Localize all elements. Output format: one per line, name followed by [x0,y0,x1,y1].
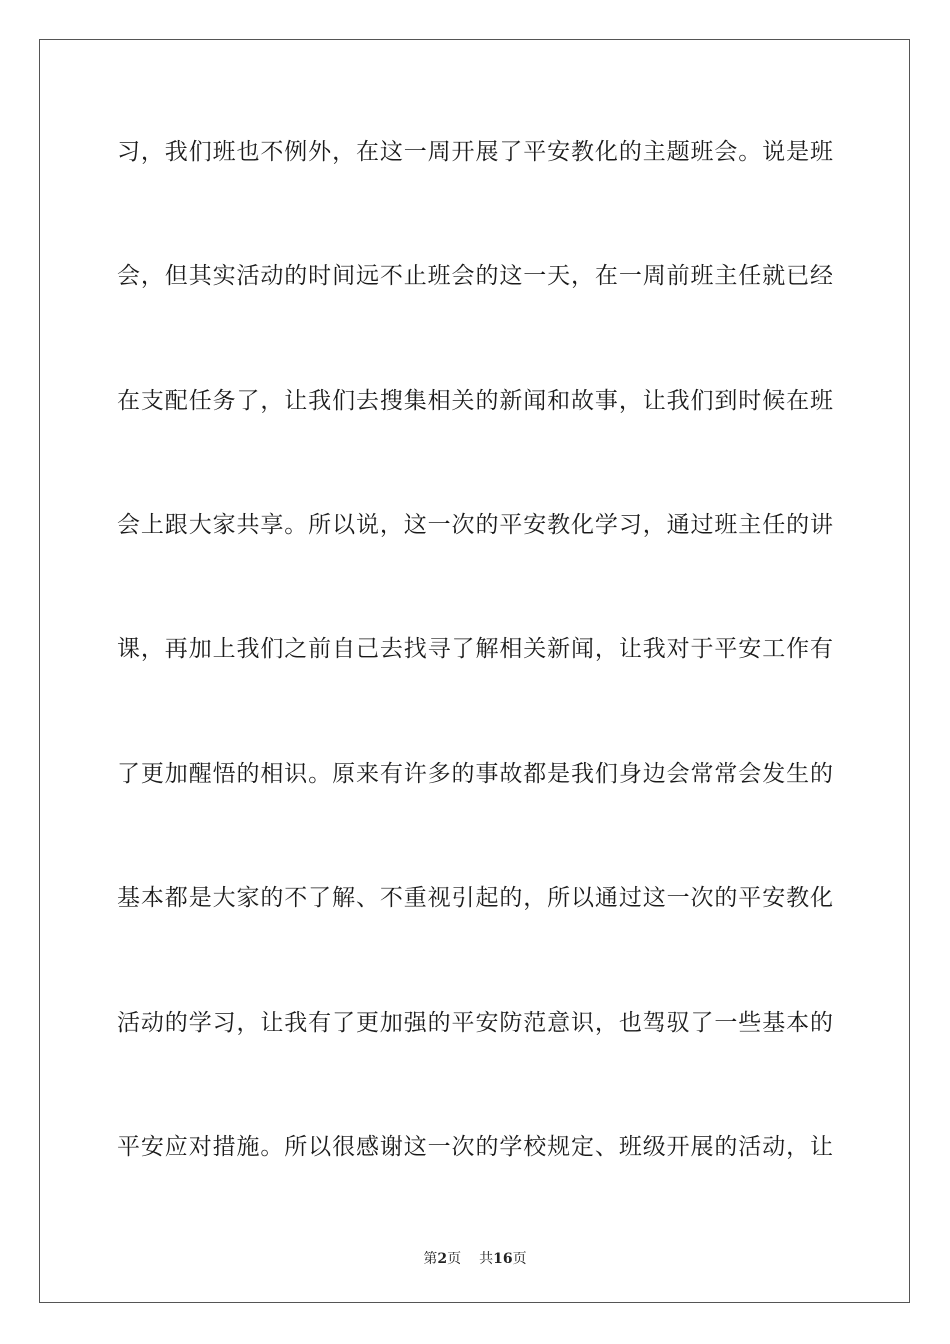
text-line: 会上跟大家共享。所以说，这一次的平安教化学习，通过班主任的讲 [117,512,833,538]
total-pages-indicator: 共16页 [479,1251,527,1267]
text-line: 在支配任务了，让我们去搜集相关的新闻和故事，让我们到时候在班 [117,388,833,414]
page-footer [0,1248,950,1268]
text-line: 平安应对措施。所以很感谢这一次的学校规定、班级开展的活动，让 [117,1134,833,1160]
text-line: 活动的学习，让我有了更加强的平安防范意识，也驾驭了一些基本的 [117,1010,833,1036]
total-pages-number: 16 [493,1251,513,1267]
page-frame [39,39,910,1303]
text-line: 基本都是大家的不了解、不重视引起的，所以通过这一次的平安教化 [117,885,833,911]
current-page-number: 2 [437,1251,448,1267]
text-line: 了更加醒悟的相识。原来有许多的事故都是我们身边会常常会发生的 [117,761,833,787]
text-line: 课，再加上我们之前自己去找寻了解相关新闻，让我对于平安工作有 [117,636,833,662]
text-line: 习，我们班也不例外，在这一周开展了平安教化的主题班会。说是班 [117,139,833,165]
text-line: 会，但其实活动的时间远不止班会的这一天，在一周前班主任就已经 [117,263,833,289]
page-indicator: 第2页 [423,1251,462,1267]
